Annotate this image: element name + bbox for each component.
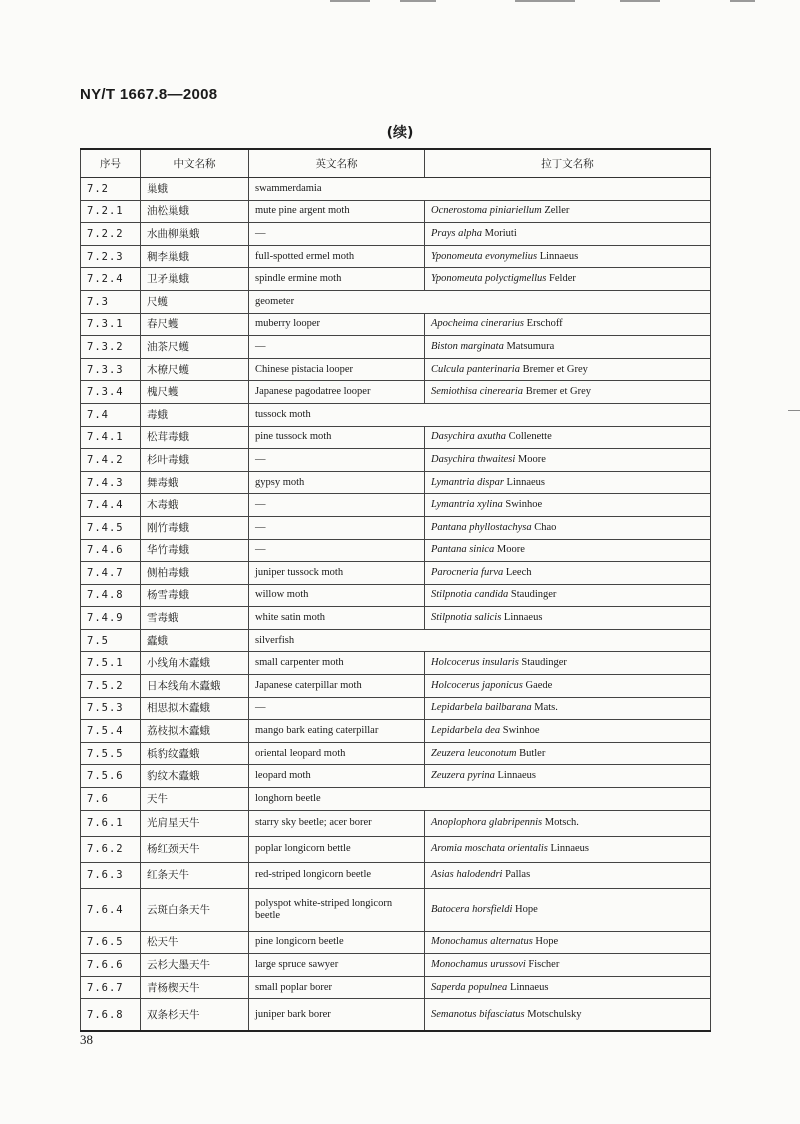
table-row (81, 449, 711, 472)
english-name: pine longicorn beetle (249, 931, 425, 954)
table-row (81, 426, 711, 449)
table-row (81, 178, 711, 201)
latin-authority: Gaede (525, 679, 553, 691)
latin-binomial: Yponomeuta polyctigmellus (431, 273, 547, 285)
row-number: 7.5.4 (81, 720, 141, 743)
english-name: — (249, 449, 425, 472)
latin-name (425, 539, 711, 562)
chinese-name: 日本线角木蠹蛾 (141, 675, 249, 698)
chinese-name: 水曲柳巢蛾 (141, 223, 249, 246)
table-row (81, 931, 711, 954)
latin-authority: Collenette (508, 431, 552, 443)
english-name: longhorn beetle (249, 788, 711, 811)
latin-name (425, 742, 711, 765)
latin-name (425, 516, 711, 539)
latin-binomial: Biston marginata (431, 340, 504, 352)
latin-name (425, 652, 711, 675)
latin-authority: Bremer et Grey (525, 386, 591, 398)
chinese-name: 荔枝拟木蠹蛾 (141, 720, 249, 743)
latin-authority: Hope (515, 903, 538, 915)
chinese-name: 油茶尺蠖 (141, 336, 249, 359)
row-number: 7.4.2 (81, 449, 141, 472)
table-row (81, 403, 711, 426)
latin-name (425, 862, 711, 888)
latin-authority: Linnaeus (539, 250, 579, 262)
table-row (81, 268, 711, 291)
english-name: poplar longicorn bettle (249, 836, 425, 862)
latin-binomial: Lymantria xylina (431, 499, 503, 511)
latin-authority: Moriuti (484, 227, 517, 239)
english-name: willow moth (249, 584, 425, 607)
chinese-name: 红条天牛 (141, 862, 249, 888)
row-number: 7.4 (81, 403, 141, 426)
chinese-name: 雪毒蛾 (141, 607, 249, 630)
latin-name (425, 358, 711, 381)
row-number: 7.4.5 (81, 516, 141, 539)
chinese-name: 豹纹木蠹蛾 (141, 765, 249, 788)
chinese-name: 杉叶毒蛾 (141, 449, 249, 472)
latin-binomial: Holcocerus japonicus (431, 679, 523, 691)
row-number: 7.6.8 (81, 999, 141, 1032)
scan-mark (515, 0, 575, 2)
chinese-name: 梹豹纹蠹蛾 (141, 742, 249, 765)
latin-binomial: Culcula panterinaria (431, 363, 520, 375)
latin-name (425, 426, 711, 449)
latin-authority: Linnaeus (506, 476, 546, 488)
table-row (81, 539, 711, 562)
english-name: mute pine argent moth (249, 200, 425, 223)
latin-authority: Fischer (528, 959, 560, 971)
latin-name (425, 336, 711, 359)
chinese-name: 木毒蛾 (141, 494, 249, 517)
english-name: large spruce sawyer (249, 954, 425, 977)
english-name: — (249, 697, 425, 720)
scan-mark (330, 0, 370, 2)
latin-name (425, 888, 711, 931)
latin-binomial: Lepidarbela dea (431, 725, 501, 737)
chinese-name: 槐尺蠖 (141, 381, 249, 404)
table-row (81, 562, 711, 585)
table-row (81, 200, 711, 223)
table-row (81, 742, 711, 765)
row-number: 7.5.6 (81, 765, 141, 788)
latin-authority: Linnaeus (503, 612, 543, 624)
chinese-name: 刚竹毒蛾 (141, 516, 249, 539)
row-number: 7.4.1 (81, 426, 141, 449)
scan-mark (400, 0, 436, 2)
latin-name (425, 494, 711, 517)
row-number: 7.3.2 (81, 336, 141, 359)
english-name: full-spotted ermel moth (249, 245, 425, 268)
table-row (81, 290, 711, 313)
row-number: 7.5.2 (81, 675, 141, 698)
latin-authority: Pallas (505, 869, 531, 881)
chinese-name: 稠李巢蛾 (141, 245, 249, 268)
chinese-name: 杨红颈天牛 (141, 836, 249, 862)
english-name: starry sky beetle; acer borer (249, 810, 425, 836)
table-row (81, 697, 711, 720)
chinese-name: 天牛 (141, 788, 249, 811)
english-name: white satin moth (249, 607, 425, 630)
latin-authority: Leech (505, 566, 532, 578)
table-row (81, 494, 711, 517)
table-row (81, 381, 711, 404)
english-name: small carpenter moth (249, 652, 425, 675)
english-name: polyspot white-striped longicorn beetle (249, 888, 425, 931)
row-number: 7.4.3 (81, 471, 141, 494)
english-name: leopard moth (249, 765, 425, 788)
latin-authority: Linnaeus (550, 843, 589, 855)
continued-label: (续) (386, 125, 414, 141)
row-number: 7.6.7 (81, 976, 141, 999)
latin-binomial: Holcocerus insularis (431, 657, 519, 669)
latin-authority: Erschoff (526, 318, 563, 330)
latin-binomial: Parocneria furva (431, 566, 504, 578)
scan-mark (788, 410, 800, 411)
latin-binomial: Yponomeuta evonymelius (431, 250, 538, 262)
table-row (81, 720, 711, 743)
english-name: swammerdamia (249, 178, 711, 201)
chinese-name: 光肩星天牛 (141, 810, 249, 836)
latin-name (425, 245, 711, 268)
latin-name (425, 471, 711, 494)
latin-authority: Moore (496, 544, 525, 556)
english-name: — (249, 516, 425, 539)
chinese-name: 杨雪毒蛾 (141, 584, 249, 607)
chinese-name: 春尺蠖 (141, 313, 249, 336)
row-number: 7.5.3 (81, 697, 141, 720)
chinese-name: 卫矛巢蛾 (141, 268, 249, 291)
chinese-name: 云杉大墨天牛 (141, 954, 249, 977)
row-number: 7.4.7 (81, 562, 141, 585)
latin-binomial: Prays alpha (431, 227, 483, 239)
latin-authority: Matsumura (506, 340, 555, 352)
latin-name (425, 999, 711, 1032)
english-name: mango bark eating caterpillar (249, 720, 425, 743)
latin-binomial: Monochamus alternatus (431, 936, 533, 948)
english-name: Japanese caterpillar moth (249, 675, 425, 698)
latin-authority: Staudinger (510, 589, 557, 601)
latin-binomial: Anoplophora glabripennis (431, 817, 543, 829)
row-number: 7.2.4 (81, 268, 141, 291)
latin-binomial: Semanotus bifasciatus (431, 1008, 525, 1020)
row-number: 7.6.2 (81, 836, 141, 862)
english-name: Chinese pistacia looper (249, 358, 425, 381)
latin-authority: Zeller (544, 205, 570, 217)
latin-authority: Motsch. (544, 817, 579, 829)
row-number: 7.5.5 (81, 742, 141, 765)
table-row (81, 888, 711, 931)
table-row (81, 584, 711, 607)
english-name: Japanese pagodatree looper (249, 381, 425, 404)
document-code: NY/T 1667.8—2008 (80, 86, 218, 103)
latin-name (425, 836, 711, 862)
row-number: 7.2.1 (81, 200, 141, 223)
row-number: 7.2 (81, 178, 141, 201)
table-row (81, 954, 711, 977)
english-name: muberry looper (249, 313, 425, 336)
english-name: silverfish (249, 629, 711, 652)
latin-authority: Bremer et Grey (522, 363, 588, 375)
chinese-name: 云斑白条天牛 (141, 888, 249, 931)
latin-binomial: Zeuzera leuconotum (431, 747, 517, 759)
english-name: — (249, 223, 425, 246)
latin-name (425, 584, 711, 607)
chinese-name: 侧柏毒蛾 (141, 562, 249, 585)
latin-authority: Swinhoe (502, 725, 540, 737)
row-number: 7.3.1 (81, 313, 141, 336)
row-number: 7.4.9 (81, 607, 141, 630)
english-name: red-striped longicorn beetle (249, 862, 425, 888)
row-number: 7.2.2 (81, 223, 141, 246)
table-row (81, 245, 711, 268)
column-header-latin-name: 拉丁文名称 (425, 149, 711, 178)
latin-authority: Chao (534, 521, 557, 533)
row-number: 7.6.4 (81, 888, 141, 931)
latin-binomial: Stilpnotia candida (431, 589, 509, 601)
latin-authority: Hope (535, 936, 559, 948)
latin-name (425, 954, 711, 977)
table-row (81, 223, 711, 246)
latin-authority: Swinhoe (505, 499, 543, 511)
chinese-name: 尺蠖 (141, 290, 249, 313)
row-number: 7.6.6 (81, 954, 141, 977)
table-row (81, 607, 711, 630)
table-row (81, 471, 711, 494)
scan-mark (620, 0, 660, 2)
latin-binomial: Dasychira thwaitesi (431, 453, 516, 465)
chinese-name: 华竹毒蛾 (141, 539, 249, 562)
latin-name (425, 810, 711, 836)
latin-authority: Motschulsky (527, 1008, 582, 1020)
chinese-name: 松茸毒蛾 (141, 426, 249, 449)
english-name: oriental leopard moth (249, 742, 425, 765)
chinese-name: 巢蛾 (141, 178, 249, 201)
table-row (81, 836, 711, 862)
scan-mark (730, 0, 755, 2)
table-row (81, 810, 711, 836)
english-name: — (249, 336, 425, 359)
row-number: 7.4.8 (81, 584, 141, 607)
latin-binomial: Dasychira axutha (431, 431, 506, 443)
latin-authority: Linnaeus (497, 770, 536, 782)
latin-binomial: Lepidarbela bailbarana (431, 702, 532, 714)
table-row (81, 652, 711, 675)
column-header-number: 序号 (81, 149, 141, 178)
row-number: 7.4.4 (81, 494, 141, 517)
table-row (81, 999, 711, 1032)
insect-names-table (80, 148, 711, 1032)
latin-name (425, 697, 711, 720)
latin-name (425, 720, 711, 743)
row-number: 7.2.3 (81, 245, 141, 268)
latin-binomial: Pantana sinica (431, 544, 495, 556)
chinese-name: 蠹蛾 (141, 629, 249, 652)
latin-binomial: Pantana phyllostachysa (431, 521, 532, 533)
column-header-chinese-name: 中文名称 (141, 149, 249, 178)
english-name: pine tussock moth (249, 426, 425, 449)
latin-name (425, 200, 711, 223)
latin-binomial: Saperda populnea (431, 981, 508, 993)
latin-name (425, 562, 711, 585)
latin-binomial: Batocera horsfieldi (431, 903, 513, 915)
latin-authority: Mats. (534, 702, 558, 714)
english-name: gypsy moth (249, 471, 425, 494)
latin-name (425, 381, 711, 404)
table-row (81, 313, 711, 336)
table-row (81, 675, 711, 698)
latin-name (425, 313, 711, 336)
latin-binomial: Aromia moschata orientalis (431, 843, 548, 855)
table-header-row (81, 149, 711, 178)
latin-authority: Butler (519, 747, 546, 759)
row-number: 7.6 (81, 788, 141, 811)
chinese-name: 毒蛾 (141, 403, 249, 426)
chinese-name: 相思拟木蠹蛾 (141, 697, 249, 720)
row-number: 7.6.3 (81, 862, 141, 888)
latin-name (425, 449, 711, 472)
chinese-name: 舞毒蛾 (141, 471, 249, 494)
latin-name (425, 607, 711, 630)
latin-name (425, 675, 711, 698)
latin-name (425, 765, 711, 788)
english-name: small poplar borer (249, 976, 425, 999)
english-name: juniper tussock moth (249, 562, 425, 585)
table-row (81, 629, 711, 652)
latin-binomial: Ocnerostoma piniariellum (431, 205, 542, 217)
table-row (81, 765, 711, 788)
latin-name (425, 223, 711, 246)
latin-name (425, 931, 711, 954)
latin-name (425, 268, 711, 291)
table-body (81, 178, 711, 1032)
row-number: 7.3.4 (81, 381, 141, 404)
column-header-english-name: 英文名称 (249, 149, 425, 178)
table-row (81, 862, 711, 888)
latin-authority: Linnaeus (509, 981, 549, 993)
latin-binomial: Semiothisa cinerearia (431, 386, 524, 398)
chinese-name: 木橑尺蠖 (141, 358, 249, 381)
table-row (81, 336, 711, 359)
english-name: — (249, 539, 425, 562)
latin-binomial: Stilpnotia salicis (431, 612, 502, 624)
latin-authority: Felder (549, 273, 576, 285)
chinese-name: 青杨楔天牛 (141, 976, 249, 999)
english-name: — (249, 494, 425, 517)
table-row (81, 788, 711, 811)
row-number: 7.3.3 (81, 358, 141, 381)
row-number: 7.5.1 (81, 652, 141, 675)
table-row (81, 516, 711, 539)
latin-binomial: Lymantria dispar (431, 476, 504, 488)
latin-binomial: Asias halodendri (431, 869, 503, 881)
chinese-name: 油松巢蛾 (141, 200, 249, 223)
row-number: 7.5 (81, 629, 141, 652)
english-name: tussock moth (249, 403, 711, 426)
latin-binomial: Apocheima cinerarius (431, 318, 525, 330)
english-name: juniper bark borer (249, 999, 425, 1032)
latin-binomial: Monochamus urussovi (431, 959, 526, 971)
table-row (81, 976, 711, 999)
latin-name (425, 976, 711, 999)
chinese-name: 小线角木蠹蛾 (141, 652, 249, 675)
english-name: spindle ermine moth (249, 268, 425, 291)
latin-binomial: Zeuzera pyrina (431, 770, 495, 782)
page-number: 38 (80, 1032, 93, 1047)
latin-authority: Staudinger (521, 657, 567, 669)
row-number: 7.6.5 (81, 931, 141, 954)
chinese-name: 双条杉天牛 (141, 999, 249, 1032)
latin-authority: Moore (517, 453, 546, 465)
row-number: 7.6.1 (81, 810, 141, 836)
row-number: 7.3 (81, 290, 141, 313)
chinese-name: 松天牛 (141, 931, 249, 954)
row-number: 7.4.6 (81, 539, 141, 562)
table-row (81, 358, 711, 381)
english-name: geometer (249, 290, 711, 313)
